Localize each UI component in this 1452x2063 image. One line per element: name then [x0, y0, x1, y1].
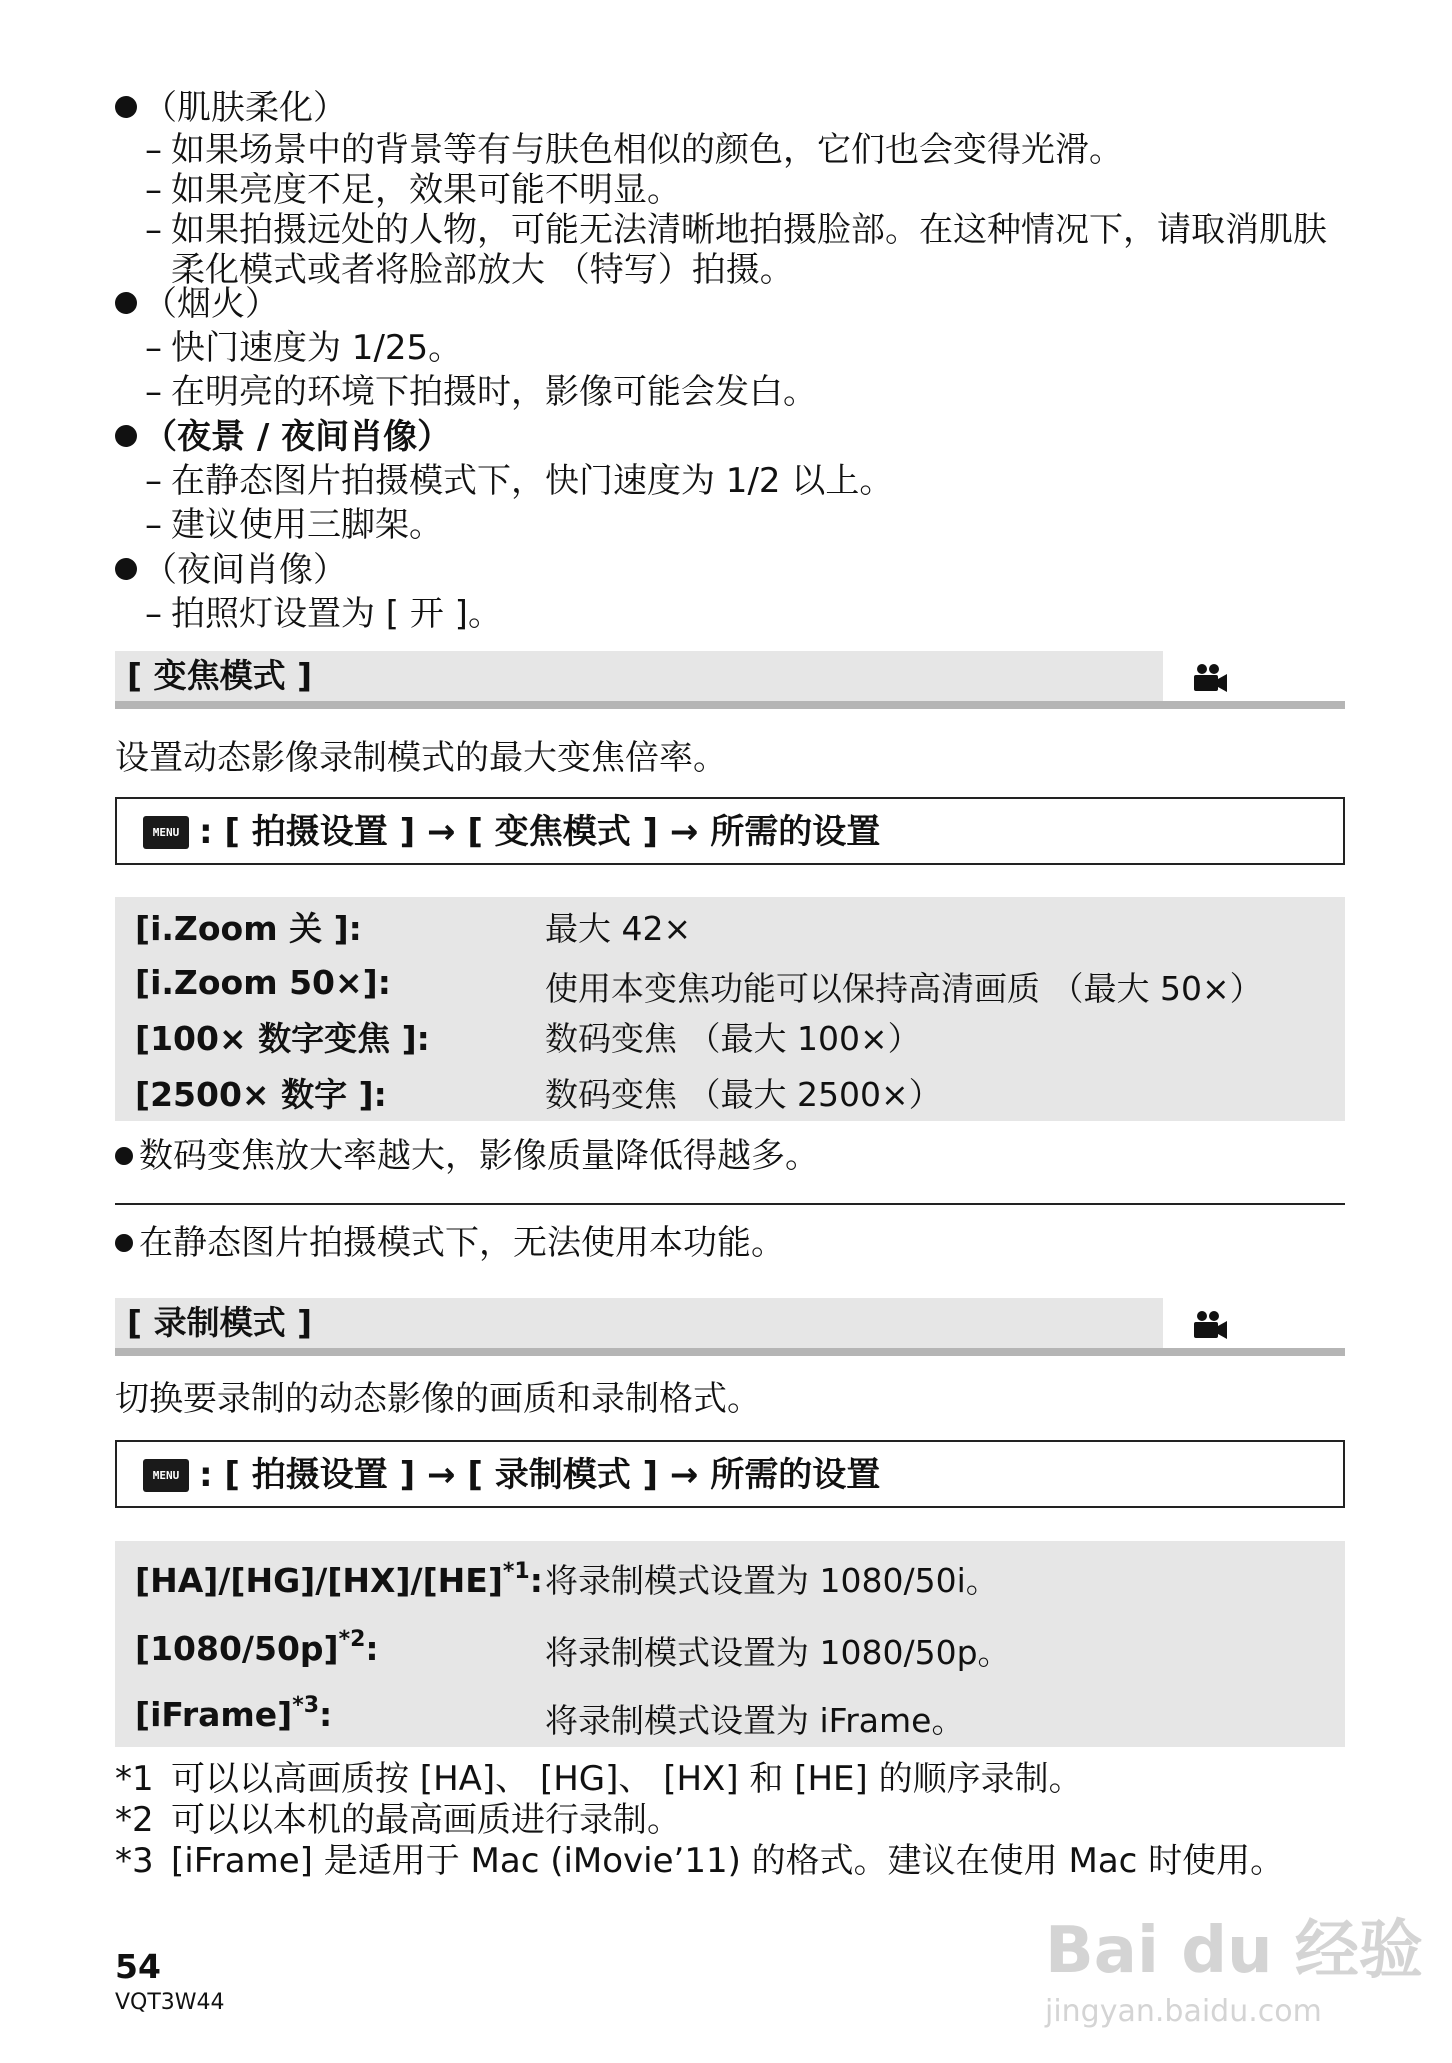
watermark-logo: Bai du 经验 [1045, 1914, 1423, 1988]
list-item: – 在静态图片拍摄模式下，快门速度为 1/2 以上。 [145, 461, 894, 501]
footnote-2: *2 可以以本机的最高画质进行录制。 [115, 1800, 681, 1840]
bullet-heading: （烟火） [115, 282, 1345, 326]
menu-icon: MENU [143, 816, 189, 849]
bullet-night-scenery [115, 415, 1345, 547]
menu-path: : [ 拍摄设置 ] → [ 录制模式 ] → 所需的设置 [199, 1455, 881, 1495]
bullet-dot-icon [115, 96, 137, 118]
table-row: [iFrame]$^{*3}$: 将录制模式设置为 iFrame。 [135, 1693, 965, 1740]
menu-icon: MENU [143, 1459, 189, 1492]
table-row: [i.Zoom 50×]: 使用本变焦功能可以保持高清画质 （最大 50×） [135, 963, 1263, 1008]
bullet-heading: （肌肤柔化） [115, 86, 1345, 130]
zoom-description: 设置动态影像录制模式的最大变焦倍率。 [115, 738, 727, 778]
table-row: [HA]/[HG]/[HX]/[HE]$^{*1}$: 将录制模式设置为 1080/50i。 [135, 1559, 999, 1600]
bullet-dot-icon [115, 558, 137, 580]
movie-camera-icon [1190, 1310, 1230, 1340]
list-item: – 快门速度为 1/25。 [145, 328, 463, 368]
table-row: [2500× 数字 ]: 数码变焦 （最大 2500×） [135, 1075, 942, 1114]
model-code: VQT3W44 [115, 1990, 225, 2015]
section-header-zoom-mode [115, 651, 1345, 709]
menu-path-box [115, 1440, 1345, 1508]
table-row: [i.Zoom 关 ]: 最大 42× [135, 909, 692, 948]
section-header-rec-mode [115, 1298, 1345, 1356]
rec-description: 切换要录制的动态影像的画质和录制格式。 [115, 1379, 761, 1419]
menu-path: : [ 拍摄设置 ] → [ 变焦模式 ] → 所需的设置 [199, 812, 881, 852]
section-title: [ 变焦模式 ] [127, 656, 313, 695]
list-item: – 建议使用三脚架。 [145, 505, 443, 545]
movie-camera-icon [1190, 663, 1230, 693]
bullet-skin-soften [115, 86, 1345, 290]
zoom-note-still-mode: 在静态图片拍摄模式下，无法使用本功能。 [115, 1221, 785, 1265]
watermark-url: jingyan.baidu.com [1045, 1994, 1322, 2029]
zoom-options-table [115, 897, 1345, 1121]
bullet-dot-icon [115, 425, 137, 447]
bullet-night-portrait [115, 548, 1345, 636]
rec-options-table [115, 1541, 1345, 1747]
divider [115, 1203, 1345, 1205]
list-item: – 拍照灯设置为 [ 开 ]。 [145, 594, 502, 634]
table-row: $[1080/50p]^{*2}$: 将录制模式设置为 1080/50p。 [135, 1627, 1011, 1672]
section-title: [ 录制模式 ] [127, 1303, 313, 1342]
list-item: – 如果拍摄远处的人物，可能无法清晰地拍摄脸部。在这种情况下，请取消肌肤柔化模式或者将脸部放大 （特写）拍摄。 [145, 210, 1327, 290]
baidu-watermark [1045, 1914, 1423, 2035]
list-item: – 如果场景中的背景等有与肤色相似的颜色，它们也会变得光滑。 [145, 130, 1123, 170]
footnote-1: *1 可以以高画质按 [HA]、 [HG]、 [HX] 和 [HE] 的顺序录制。 [115, 1759, 1083, 1799]
bullet-fireworks [115, 282, 1345, 414]
bullet-heading: （夜间肖像） [115, 548, 1345, 592]
footnote-3: *3 [iFrame] 是适用于 Mac (iMovie’11) 的格式。建议在使用 Mac 时使用。 [115, 1841, 1285, 1881]
bullet-dot-icon [115, 1234, 133, 1252]
menu-path-box [115, 797, 1345, 865]
table-row: [100× 数字变焦 ]: 数码变焦 （最大 100×） [135, 1019, 921, 1058]
page-number: 54 [115, 1947, 161, 1986]
bullet-dot-icon [115, 1147, 133, 1165]
list-item: – 在明亮的环境下拍摄时，影像可能会发白。 [145, 372, 817, 412]
bullet-heading: （夜景 / 夜间肖像） [115, 415, 1345, 459]
zoom-note-quality: 数码变焦放大率越大，影像质量降低得越多。 [115, 1134, 819, 1178]
bullet-dot-icon [115, 292, 137, 314]
list-item: – 如果亮度不足，效果可能不明显。 [145, 170, 681, 210]
